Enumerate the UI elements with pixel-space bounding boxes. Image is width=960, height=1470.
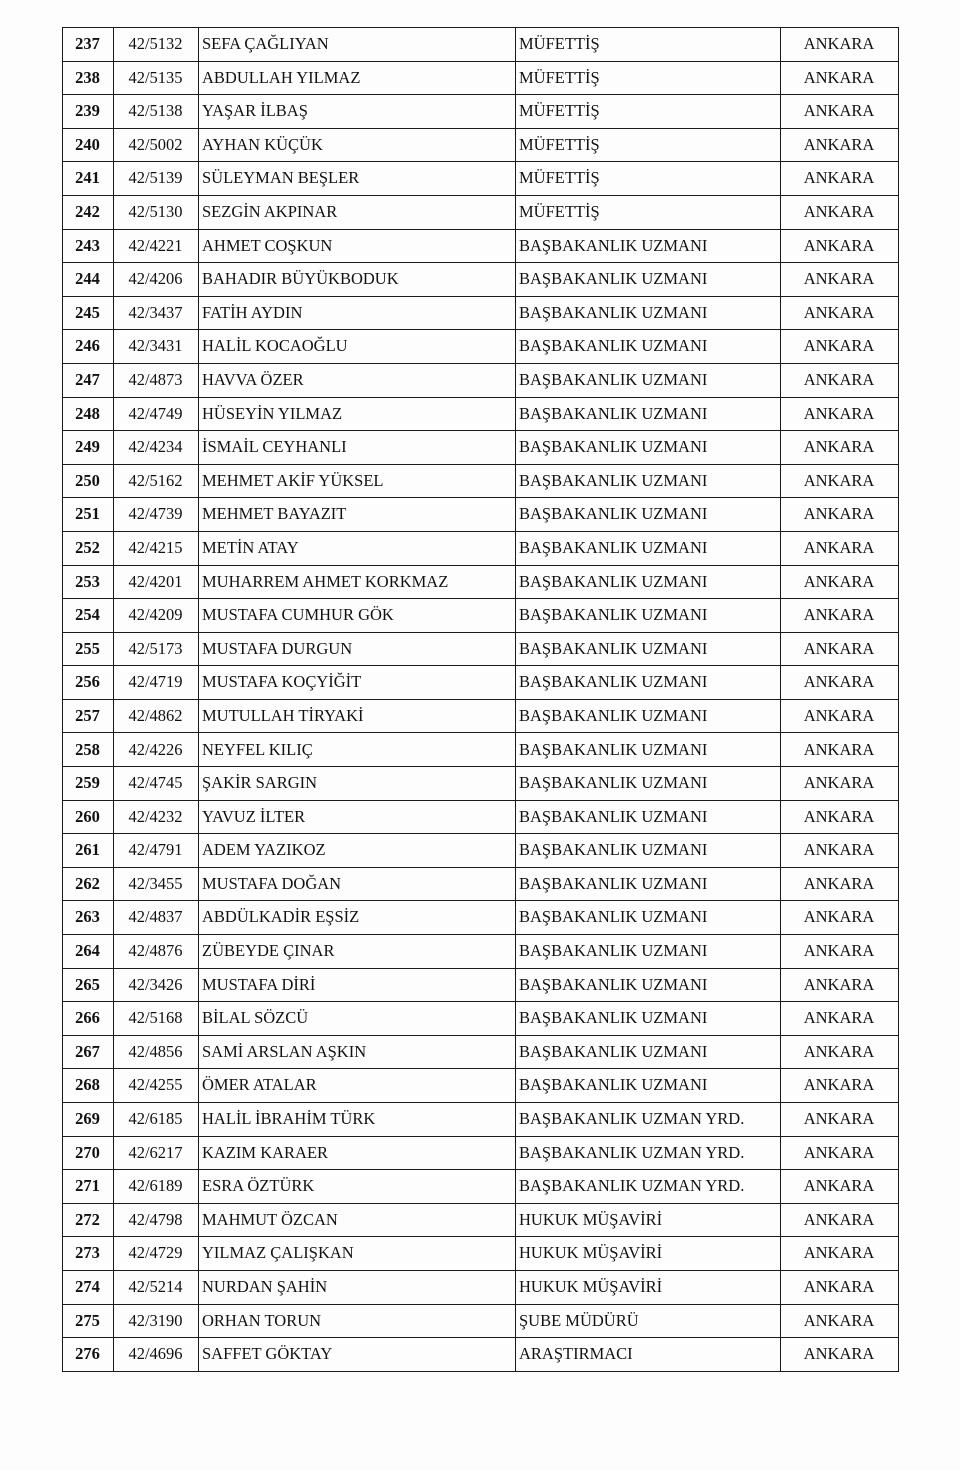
row-number: 269 (63, 1103, 114, 1137)
city: ANKARA (781, 800, 899, 834)
position-title: BAŞBAKANLIK UZMANI (516, 599, 781, 633)
row-number: 268 (63, 1069, 114, 1103)
person-name: NURDAN ŞAHİN (199, 1270, 516, 1304)
registry-number: 42/4234 (114, 431, 199, 465)
registry-number: 42/4255 (114, 1069, 199, 1103)
city: ANKARA (781, 61, 899, 95)
city: ANKARA (781, 1035, 899, 1069)
position-title: BAŞBAKANLIK UZMANI (516, 229, 781, 263)
person-name: ESRA ÖZTÜRK (199, 1170, 516, 1204)
row-number: 247 (63, 363, 114, 397)
person-name: İSMAİL CEYHANLI (199, 431, 516, 465)
position-title: BAŞBAKANLIK UZMANI (516, 800, 781, 834)
person-name: ADEM YAZIKOZ (199, 834, 516, 868)
person-name: SAFFET GÖKTAY (199, 1338, 516, 1372)
person-name: SÜLEYMAN BEŞLER (199, 162, 516, 196)
person-name: HALİL KOCAOĞLU (199, 330, 516, 364)
row-number: 265 (63, 968, 114, 1002)
table-row (63, 195, 899, 229)
city: ANKARA (781, 632, 899, 666)
registry-number: 42/3426 (114, 968, 199, 1002)
table-row (63, 61, 899, 95)
row-number: 240 (63, 128, 114, 162)
registry-number: 42/4201 (114, 565, 199, 599)
person-name: MUHARREM AHMET KORKMAZ (199, 565, 516, 599)
registry-number: 42/4719 (114, 666, 199, 700)
position-title: BAŞBAKANLIK UZMANI (516, 666, 781, 700)
city: ANKARA (781, 1002, 899, 1036)
city: ANKARA (781, 363, 899, 397)
table-row (63, 1170, 899, 1204)
row-number: 271 (63, 1170, 114, 1204)
table-row (63, 363, 899, 397)
person-name: MUTULLAH TİRYAKİ (199, 699, 516, 733)
registry-number: 42/5138 (114, 95, 199, 129)
row-number: 274 (63, 1270, 114, 1304)
table-row (63, 263, 899, 297)
registry-number: 42/4873 (114, 363, 199, 397)
table-row (63, 767, 899, 801)
registry-number: 42/6185 (114, 1103, 199, 1137)
city: ANKARA (781, 867, 899, 901)
city: ANKARA (781, 397, 899, 431)
registry-number: 42/5139 (114, 162, 199, 196)
personnel-table (62, 27, 899, 1372)
row-number: 243 (63, 229, 114, 263)
person-name: NEYFEL KILIÇ (199, 733, 516, 767)
position-title: BAŞBAKANLIK UZMANI (516, 632, 781, 666)
registry-number: 42/4221 (114, 229, 199, 263)
person-name: ABDÜLKADİR EŞSİZ (199, 901, 516, 935)
position-title: MÜFETTİŞ (516, 28, 781, 62)
city: ANKARA (781, 767, 899, 801)
registry-number: 42/5173 (114, 632, 199, 666)
row-number: 255 (63, 632, 114, 666)
row-number: 257 (63, 699, 114, 733)
row-number: 246 (63, 330, 114, 364)
registry-number: 42/4745 (114, 767, 199, 801)
city: ANKARA (781, 330, 899, 364)
city: ANKARA (781, 1069, 899, 1103)
city: ANKARA (781, 834, 899, 868)
row-number: 261 (63, 834, 114, 868)
person-name: ŞAKİR SARGIN (199, 767, 516, 801)
row-number: 275 (63, 1304, 114, 1338)
registry-number: 42/3190 (114, 1304, 199, 1338)
person-name: MUSTAFA DURGUN (199, 632, 516, 666)
position-title: BAŞBAKANLIK UZMANI (516, 699, 781, 733)
person-name: METİN ATAY (199, 531, 516, 565)
table-row (63, 330, 899, 364)
table-row (63, 296, 899, 330)
person-name: ÖMER ATALAR (199, 1069, 516, 1103)
city: ANKARA (781, 431, 899, 465)
person-name: KAZIM KARAER (199, 1136, 516, 1170)
table-row (63, 1304, 899, 1338)
row-number: 250 (63, 464, 114, 498)
table-row (63, 498, 899, 532)
row-number: 266 (63, 1002, 114, 1036)
position-title: MÜFETTİŞ (516, 162, 781, 196)
person-name: YAŞAR İLBAŞ (199, 95, 516, 129)
city: ANKARA (781, 95, 899, 129)
city: ANKARA (781, 1237, 899, 1271)
registry-number: 42/4739 (114, 498, 199, 532)
registry-number: 42/4791 (114, 834, 199, 868)
row-number: 260 (63, 800, 114, 834)
row-number: 241 (63, 162, 114, 196)
registry-number: 42/5162 (114, 464, 199, 498)
city: ANKARA (781, 1136, 899, 1170)
city: ANKARA (781, 263, 899, 297)
table-row (63, 28, 899, 62)
row-number: 258 (63, 733, 114, 767)
registry-number: 42/5002 (114, 128, 199, 162)
table-row (63, 1270, 899, 1304)
row-number: 272 (63, 1203, 114, 1237)
position-title: BAŞBAKANLIK UZMANI (516, 397, 781, 431)
row-number: 264 (63, 935, 114, 969)
table-row (63, 1203, 899, 1237)
position-title: BAŞBAKANLIK UZMANI (516, 834, 781, 868)
table-row (63, 733, 899, 767)
person-name: ABDULLAH YILMAZ (199, 61, 516, 95)
position-title: BAŞBAKANLIK UZMANI (516, 1002, 781, 1036)
row-number: 273 (63, 1237, 114, 1271)
table-row (63, 800, 899, 834)
person-name: MEHMET AKİF YÜKSEL (199, 464, 516, 498)
city: ANKARA (781, 464, 899, 498)
city: ANKARA (781, 162, 899, 196)
city: ANKARA (781, 531, 899, 565)
registry-number: 42/5130 (114, 195, 199, 229)
row-number: 251 (63, 498, 114, 532)
position-title: HUKUK MÜŞAVİRİ (516, 1203, 781, 1237)
table-row (63, 464, 899, 498)
registry-number: 42/5214 (114, 1270, 199, 1304)
registry-number: 42/5135 (114, 61, 199, 95)
position-title: BAŞBAKANLIK UZMANI (516, 531, 781, 565)
table-row (63, 632, 899, 666)
city: ANKARA (781, 1304, 899, 1338)
position-title: BAŞBAKANLIK UZMANI (516, 935, 781, 969)
city: ANKARA (781, 1203, 899, 1237)
registry-number: 42/3455 (114, 867, 199, 901)
row-number: 262 (63, 867, 114, 901)
personnel-table-body (63, 28, 899, 1372)
position-title: BAŞBAKANLIK UZMANI (516, 363, 781, 397)
table-row (63, 431, 899, 465)
row-number: 256 (63, 666, 114, 700)
registry-number: 42/4206 (114, 263, 199, 297)
position-title: MÜFETTİŞ (516, 128, 781, 162)
person-name: ZÜBEYDE ÇINAR (199, 935, 516, 969)
position-title: BAŞBAKANLIK UZMANI (516, 498, 781, 532)
table-row (63, 599, 899, 633)
row-number: 245 (63, 296, 114, 330)
city: ANKARA (781, 901, 899, 935)
position-title: BAŞBAKANLIK UZMANI (516, 431, 781, 465)
table-row (63, 565, 899, 599)
table-row (63, 531, 899, 565)
table-row (63, 397, 899, 431)
table-row (63, 229, 899, 263)
registry-number: 42/4209 (114, 599, 199, 633)
row-number: 276 (63, 1338, 114, 1372)
row-number: 249 (63, 431, 114, 465)
person-name: YAVUZ İLTER (199, 800, 516, 834)
position-title: HUKUK MÜŞAVİRİ (516, 1270, 781, 1304)
table-row (63, 699, 899, 733)
position-title: BAŞBAKANLIK UZMANI (516, 330, 781, 364)
registry-number: 42/4856 (114, 1035, 199, 1069)
table-row (63, 1136, 899, 1170)
table-row (63, 1002, 899, 1036)
registry-number: 42/4749 (114, 397, 199, 431)
position-title: BAŞBAKANLIK UZMANI (516, 767, 781, 801)
person-name: MUSTAFA DİRİ (199, 968, 516, 1002)
registry-number: 42/4729 (114, 1237, 199, 1271)
person-name: SAMİ ARSLAN AŞKIN (199, 1035, 516, 1069)
person-name: SEZGİN AKPINAR (199, 195, 516, 229)
city: ANKARA (781, 1270, 899, 1304)
registry-number: 42/4215 (114, 531, 199, 565)
table-row (63, 1237, 899, 1271)
city: ANKARA (781, 565, 899, 599)
registry-number: 42/4837 (114, 901, 199, 935)
position-title: BAŞBAKANLIK UZMANI (516, 565, 781, 599)
person-name: MAHMUT ÖZCAN (199, 1203, 516, 1237)
city: ANKARA (781, 699, 899, 733)
row-number: 254 (63, 599, 114, 633)
row-number: 263 (63, 901, 114, 935)
registry-number: 42/6217 (114, 1136, 199, 1170)
person-name: FATİH AYDIN (199, 296, 516, 330)
registry-number: 42/3431 (114, 330, 199, 364)
row-number: 244 (63, 263, 114, 297)
table-row (63, 162, 899, 196)
city: ANKARA (781, 1170, 899, 1204)
registry-number: 42/3437 (114, 296, 199, 330)
person-name: MUSTAFA DOĞAN (199, 867, 516, 901)
position-title: BAŞBAKANLIK UZMAN YRD. (516, 1136, 781, 1170)
row-number: 237 (63, 28, 114, 62)
position-title: BAŞBAKANLIK UZMANI (516, 263, 781, 297)
position-title: BAŞBAKANLIK UZMAN YRD. (516, 1170, 781, 1204)
position-title: HUKUK MÜŞAVİRİ (516, 1237, 781, 1271)
city: ANKARA (781, 128, 899, 162)
position-title: BAŞBAKANLIK UZMANI (516, 901, 781, 935)
city: ANKARA (781, 666, 899, 700)
position-title: BAŞBAKANLIK UZMANI (516, 1069, 781, 1103)
city: ANKARA (781, 968, 899, 1002)
city: ANKARA (781, 195, 899, 229)
row-number: 253 (63, 565, 114, 599)
row-number: 238 (63, 61, 114, 95)
table-row (63, 901, 899, 935)
registry-number: 42/6189 (114, 1170, 199, 1204)
person-name: AHMET COŞKUN (199, 229, 516, 263)
position-title: MÜFETTİŞ (516, 95, 781, 129)
city: ANKARA (781, 1338, 899, 1372)
person-name: HALİL İBRAHİM TÜRK (199, 1103, 516, 1137)
position-title: BAŞBAKANLIK UZMANI (516, 464, 781, 498)
person-name: MUSTAFA KOÇYİĞİT (199, 666, 516, 700)
table-row (63, 1103, 899, 1137)
city: ANKARA (781, 296, 899, 330)
table-row (63, 1035, 899, 1069)
position-title: ŞUBE MÜDÜRÜ (516, 1304, 781, 1338)
registry-number: 42/5168 (114, 1002, 199, 1036)
person-name: MEHMET BAYAZIT (199, 498, 516, 532)
person-name: HAVVA ÖZER (199, 363, 516, 397)
row-number: 239 (63, 95, 114, 129)
row-number: 267 (63, 1035, 114, 1069)
person-name: AYHAN KÜÇÜK (199, 128, 516, 162)
city: ANKARA (781, 498, 899, 532)
registry-number: 42/4232 (114, 800, 199, 834)
person-name: BAHADIR BÜYÜKBODUK (199, 263, 516, 297)
registry-number: 42/4696 (114, 1338, 199, 1372)
registry-number: 42/4876 (114, 935, 199, 969)
city: ANKARA (781, 935, 899, 969)
table-row (63, 968, 899, 1002)
table-row (63, 95, 899, 129)
city: ANKARA (781, 28, 899, 62)
position-title: BAŞBAKANLIK UZMANI (516, 1035, 781, 1069)
registry-number: 42/5132 (114, 28, 199, 62)
person-name: HÜSEYİN YILMAZ (199, 397, 516, 431)
person-name: BİLAL SÖZCÜ (199, 1002, 516, 1036)
person-name: MUSTAFA CUMHUR GÖK (199, 599, 516, 633)
person-name: SEFA ÇAĞLIYAN (199, 28, 516, 62)
position-title: BAŞBAKANLIK UZMANI (516, 867, 781, 901)
city: ANKARA (781, 229, 899, 263)
position-title: ARAŞTIRMACI (516, 1338, 781, 1372)
table-row (63, 128, 899, 162)
position-title: BAŞBAKANLIK UZMANI (516, 968, 781, 1002)
table-row (63, 935, 899, 969)
registry-number: 42/4226 (114, 733, 199, 767)
table-row (63, 834, 899, 868)
row-number: 252 (63, 531, 114, 565)
position-title: MÜFETTİŞ (516, 61, 781, 95)
row-number: 242 (63, 195, 114, 229)
table-row (63, 867, 899, 901)
row-number: 259 (63, 767, 114, 801)
row-number: 248 (63, 397, 114, 431)
table-row (63, 1069, 899, 1103)
registry-number: 42/4862 (114, 699, 199, 733)
row-number: 270 (63, 1136, 114, 1170)
city: ANKARA (781, 599, 899, 633)
position-title: BAŞBAKANLIK UZMANI (516, 296, 781, 330)
city: ANKARA (781, 1103, 899, 1137)
table-row (63, 1338, 899, 1372)
position-title: BAŞBAKANLIK UZMANI (516, 733, 781, 767)
position-title: MÜFETTİŞ (516, 195, 781, 229)
person-name: YILMAZ ÇALIŞKAN (199, 1237, 516, 1271)
table-row (63, 666, 899, 700)
position-title: BAŞBAKANLIK UZMAN YRD. (516, 1103, 781, 1137)
registry-number: 42/4798 (114, 1203, 199, 1237)
person-name: ORHAN TORUN (199, 1304, 516, 1338)
city: ANKARA (781, 733, 899, 767)
